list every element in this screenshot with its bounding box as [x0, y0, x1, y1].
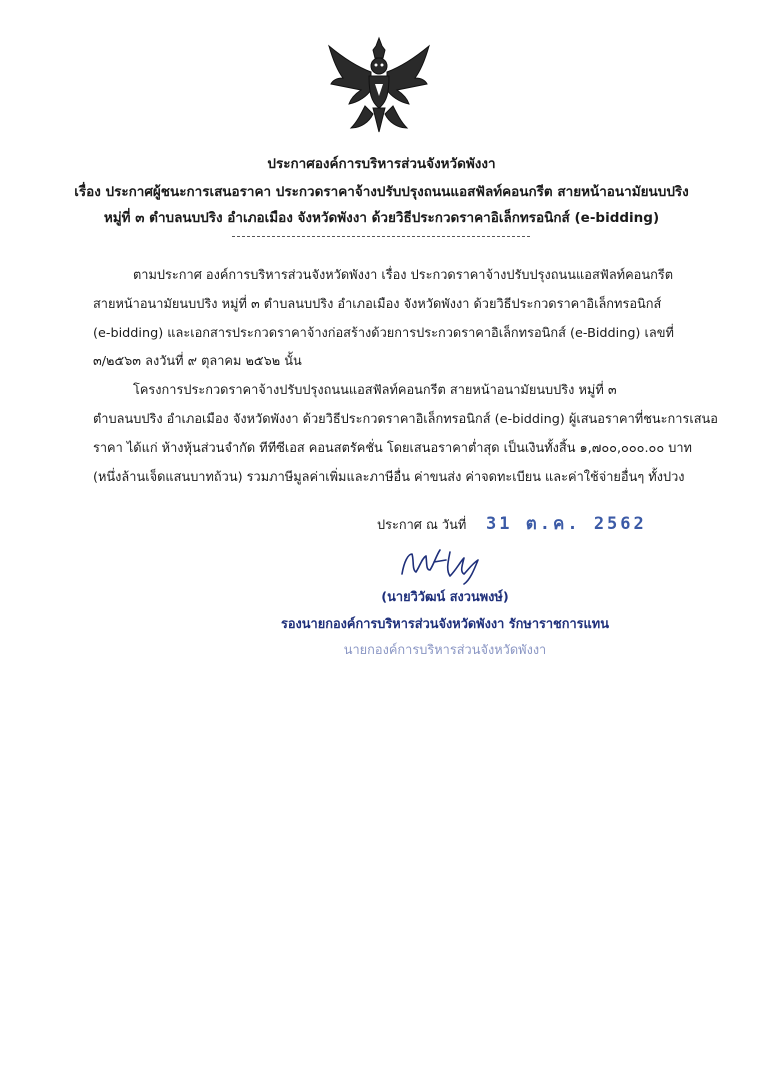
announcement-date-label: ประกาศ ณ วันที่ — [377, 518, 467, 533]
page-title: ประกาศองค์การบริหารส่วนจังหวัดพังงา — [267, 156, 496, 172]
announcement-date-stamp: 31 ต.ค. 2562 — [486, 514, 647, 534]
paragraph-2-line: โครงการประกวดราคาจ้างปรับปรุงถนนแอสฟัลท์คอนกรีต สายหน้าอนามัยนบปริง หมู่ที่ ๓ — [133, 383, 617, 398]
paragraph-1-line: ตามประกาศ องค์การบริหารส่วนจังหวัดพังงา เรื่อง ประกวดราคาจ้างปรับปรุงถนนแอสฟัลท์คอนกรีต — [133, 268, 674, 283]
paragraph-2-line: (หนึ่งล้านเจ็ดแสนบาทถ้วน) รวมภาษีมูลค่าเพิ่มและภาษีอื่น ค่าขนส่ง ค่าจดทะเบียน และค่าใช้จ่ายอื่นๆ ทั้งปวง — [93, 470, 685, 485]
signatory-subtitle: นายกองค์การบริหารส่วนจังหวัดพังงา — [343, 643, 547, 658]
subject-line-1: เรื่อง ประกาศผู้ชนะการเสนอราคา ประกวดราคาจ้างปรับปรุงถนนแอสฟัลท์คอนกรีต สายหน้าอนามัยนบปริง — [74, 184, 689, 200]
garuda-emblem-icon — [325, 36, 433, 136]
paragraph-1-line: สายหน้าอนามัยนบปริง หมู่ที่ ๓ ตำบลนบปริง อำเภอเมือง จังหวัดพังงา ด้วยวิธีประกวดราคาอิเล็กทรอนิกส์ — [93, 297, 662, 312]
signatory-name: (นายวิวัฒน์ สงวนพงษ์) — [381, 590, 509, 605]
signatory-title: รองนายกองค์การบริหารส่วนจังหวัดพังงา รักษาราชการแทน — [280, 617, 609, 632]
paragraph-2-line: ตำบลนบปริง อำเภอเมือง จังหวัดพังงา ด้วยวิธีประกวดราคาอิเล็กทรอนิกส์ (e-bidding) ผู้เสนอราคาที่ชนะการเสนอ — [93, 412, 718, 427]
paragraph-1-line: ๓/๒๕๖๓ ลงวันที่ ๙ ตุลาคม ๒๕๖๒ นั้น — [93, 354, 302, 369]
paragraph-1-line: (e-bidding) และเอกสารประกวดราคาจ้างก่อสร้างด้วยการประกวดราคาอิเล็กทรอนิกส์ (e-Bidding) เลขที่ — [93, 326, 674, 341]
subject-line-2: หมู่ที่ ๓ ตำบลนบปริง อำเภอเมือง จังหวัดพังงา ด้วยวิธีประกวดราคาอิเล็กทรอนิกส์ (e-bidding) — [103, 210, 660, 226]
handwritten-signature-icon — [394, 540, 484, 585]
paragraph-2-line: ราคา ได้แก่ ห้างหุ้นส่วนจำกัด ทีทีซีเอส คอนสตรัคชั่น โดยเสนอราคาต่ำสุด เป็นเงินทั้งสิ้น ๑,๗๐๐,๐๐๐.๐๐ บาท — [93, 441, 692, 456]
divider — [232, 236, 530, 237]
